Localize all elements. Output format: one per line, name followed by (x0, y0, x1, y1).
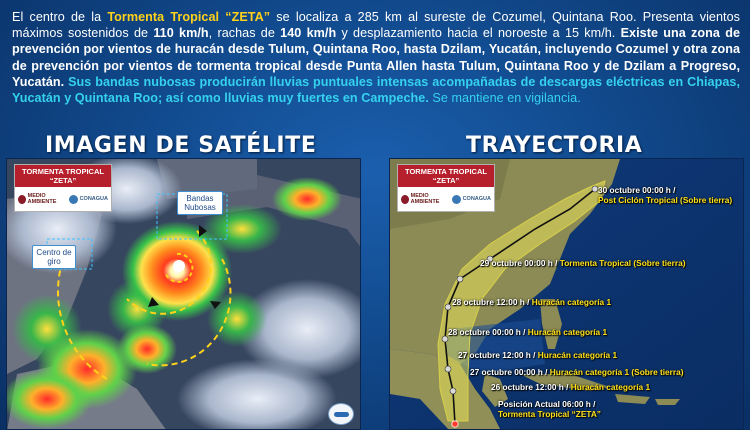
seal-icon (18, 195, 26, 204)
track-label-27oct-00: 27 octubre 00:00 h / Huracán categoría 1 (Sobre tierra) (470, 367, 684, 377)
forecast-point-marker (457, 276, 463, 282)
track-label-28oct-00: 28 octubre 00:00 h / Huracán categoría 1 (448, 327, 608, 337)
center-callout: Centro de giro (32, 245, 76, 269)
bulletin-movement: y desplazamiento hacia el noroeste a 15 km/h. (336, 26, 621, 41)
trajectory-badge-title: TORMENTA TROPICAL “ZETA” (398, 165, 494, 187)
track-label-29oct: 29 octubre 00:00 h / Tormenta Tropical (Sobre tierra) (480, 258, 686, 268)
satellite-badge (14, 164, 112, 212)
smn-logo-icon (328, 403, 354, 425)
bulletin-text (12, 9, 740, 106)
semarnat-logo: MEDIO AMBIENTE (401, 193, 452, 205)
forecast-point-marker (445, 304, 451, 310)
current-position-marker (452, 421, 458, 427)
conagua-logo: CONAGUA (452, 195, 491, 204)
trajectory-section-title: TRAYECTORIA (466, 133, 643, 158)
satellite-image-panel (6, 158, 361, 430)
bulletin-intro: El centro de la (12, 10, 108, 24)
satellite-section-title: IMAGEN DE SATÉLITE (45, 133, 317, 158)
track-label-30oct-category: Post Ciclón Tropical (Sobre tierra) (598, 195, 733, 205)
trajectory-logos (398, 187, 494, 211)
track-label-28oct-12: 28 octubre 12:00 h / Huracán categoría 1 (452, 297, 612, 307)
forecast-point-marker (445, 366, 451, 372)
gust-speed: 140 km/h (280, 26, 337, 41)
bulletin-location: se localiza a 285 km al sureste de Cozumel, Quintana Roo. Presenta vientos máximos sostenidos de (12, 10, 740, 41)
satellite-badge-title: TORMENTA TROPICAL “ZETA” (15, 165, 111, 187)
max-wind: 110 km/h (153, 26, 209, 41)
satellite-logos (15, 187, 111, 211)
warning-zones: Existe una zona de prevención por vientos de huracán desde Tulum, Quintana Roo, hasta Dzilam, Yucatán, incluyendo Cozumel y otra zona de prevención por vientos de tormenta tropical desde Punta Allen hasta Tulum, Quintana Roo y de Dzilam a Progreso, Yucatán. (12, 26, 741, 89)
current-position-name: Tormenta Tropical “ZETA” (498, 409, 601, 419)
rain-forecast: Sus bandas nubosas producirán lluvias puntuales intensas acompañadas de descargas eléctricas en Chiapas, Yucatán y Quintana Roo; así como lluvias muy fuertes en Campeche. (12, 74, 740, 106)
bulletin-gust-label: , rachas de (208, 26, 281, 41)
track-label-27oct-12: 27 octubre 12:00 h / Huracán categoría 1 (458, 350, 618, 360)
storm-name: Tormenta Tropical “ZETA” (107, 10, 271, 24)
current-position-label: Posición Actual 06:00 h / (498, 399, 596, 409)
trajectory-badge (397, 164, 495, 212)
forecast-point-marker (450, 388, 456, 394)
seal-icon (401, 195, 409, 204)
water-drop-icon (69, 195, 78, 204)
storm-eye (173, 260, 185, 272)
vigilance-note: Se mantiene en vigilancia. (428, 91, 581, 106)
track-label-30oct: 30 octubre 00:00 h / (598, 185, 676, 195)
trajectory-map-panel (389, 158, 744, 430)
water-drop-icon (452, 195, 461, 204)
track-label-26oct-12: 26 octubre 12:00 h / Huracán categoría 1 (491, 382, 651, 392)
semarnat-logo: MEDIO AMBIENTE (18, 193, 69, 205)
conagua-logo: CONAGUA (69, 195, 108, 204)
bands-callout: Bandas Nubosas (177, 191, 223, 215)
